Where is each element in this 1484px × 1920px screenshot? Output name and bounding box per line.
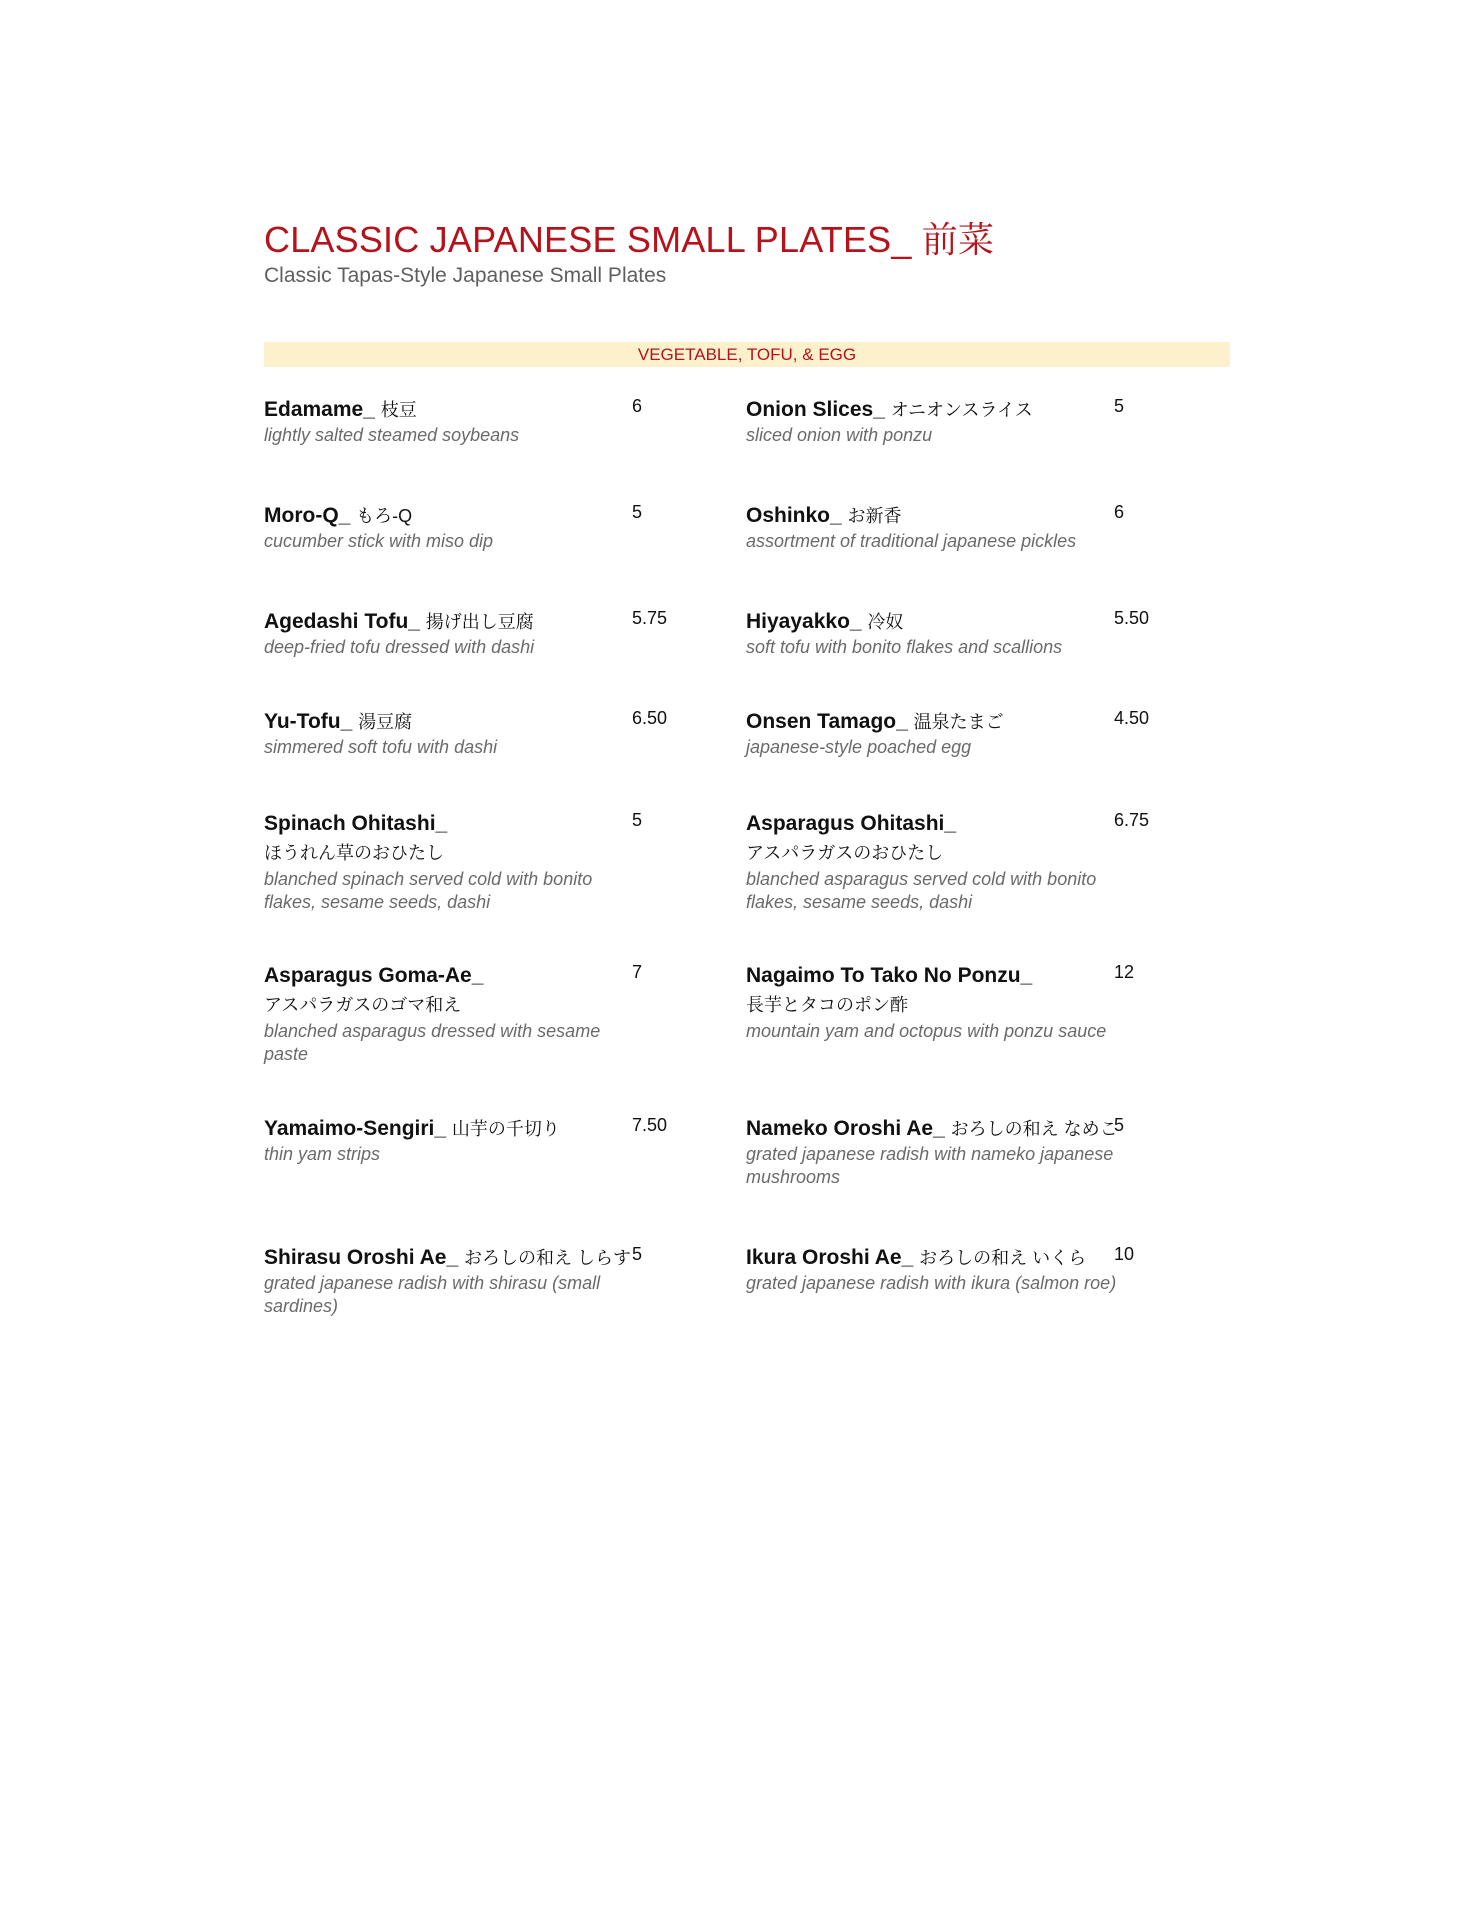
item-name: Oshinko_ お新香 (746, 504, 902, 527)
item-description: lightly salted steamed soybeans (264, 425, 520, 445)
item-description: sliced onion with ponzu (746, 425, 933, 445)
item-price: 5 (632, 1244, 643, 1264)
menu-item-nameko-oroshi-ae (746, 1115, 1212, 1189)
item-price: 6 (632, 396, 643, 416)
item-price: 5.50 (1114, 608, 1150, 628)
section-title: VEGETABLE, TOFU, & EGG (637, 345, 857, 364)
menu-item-asparagus-ohitashi (746, 810, 1212, 914)
menu-item-edamame (264, 396, 730, 447)
item-jp-name: 揚げ出し豆腐 (425, 612, 534, 632)
item-price: 6.75 (1114, 810, 1150, 830)
item-name: Hiyayakko_ 冷奴 (746, 610, 904, 633)
menu-item-asparagus-goma-ae (264, 962, 730, 1066)
item-name: Agedashi Tofu_ 揚げ出し豆腐 (264, 610, 534, 633)
item-jp-name: 山芋の千切り (451, 1119, 560, 1139)
item-price: 5 (1114, 396, 1125, 416)
item-price: 7 (632, 962, 643, 982)
menu-item-onsen-tamago (746, 708, 1212, 759)
menu-item-shirasu-oroshi-ae (264, 1244, 730, 1318)
item-price: 5.75 (632, 608, 668, 628)
item-description: simmered soft tofu with dashi (264, 737, 498, 757)
menu-item-nagaimo-to-tako (746, 962, 1212, 1043)
section-header (264, 342, 1230, 367)
item-price: 5 (632, 502, 643, 522)
item-jp-name: 湯豆腐 (358, 712, 413, 732)
item-description: mountain yam and octopus with ponzu sauce (746, 1021, 1107, 1041)
menu-item-spinach-ohitashi (264, 810, 730, 914)
item-description: blanched asparagus dressed with sesame paste (264, 1021, 601, 1064)
item-description: blanched spinach served cold with bonito flakes, sesame seeds, dashi (264, 869, 593, 912)
item-jp-name: 長芋とタコのポン酢 (746, 995, 908, 1015)
item-price: 5 (632, 810, 643, 830)
menu-item-moro-q (264, 502, 730, 553)
item-description: cucumber stick with miso dip (264, 531, 494, 551)
item-description: deep-fried tofu dressed with dashi (264, 637, 535, 657)
item-name: Asparagus Goma-Ae_ (264, 964, 484, 987)
item-jp-name: ほうれん草のおひたし (264, 843, 444, 863)
item-name: Spinach Ohitashi_ (264, 812, 448, 835)
menu-item-onion-slices (746, 396, 1212, 447)
item-price: 6.50 (632, 708, 668, 728)
item-price: 6 (1114, 502, 1125, 522)
item-price: 12 (1114, 962, 1135, 982)
item-description: soft tofu with bonito flakes and scallions (746, 637, 1063, 657)
menu-item-ikura-oroshi-ae (746, 1244, 1212, 1295)
item-description: blanched asparagus served cold with bonito flakes, sesame seeds, dashi (746, 869, 1097, 912)
item-jp-name: おろしの和え しらす (463, 1248, 631, 1268)
item-jp-name: おろしの和え なめこ (950, 1119, 1118, 1139)
item-jp-name: アスパラガスのゴマ和え (264, 995, 462, 1015)
item-jp-name: もろ-Q (356, 506, 413, 526)
item-description: japanese-style poached egg (746, 737, 972, 757)
item-name: Moro-Q_ もろ-Q (264, 504, 413, 527)
item-jp-name: おろしの和え いくら (919, 1248, 1087, 1268)
item-jp-name: 枝豆 (380, 400, 417, 420)
item-name: Yu-Tofu_ 湯豆腐 (264, 710, 413, 733)
item-name: Edamame_ 枝豆 (264, 398, 417, 421)
item-price: 7.50 (632, 1115, 668, 1135)
item-name: Asparagus Ohitashi_ (746, 812, 957, 835)
item-jp-name: 冷奴 (867, 612, 904, 632)
item-name: Onion Slices_ オニオンスライス (746, 398, 1033, 421)
item-description: thin yam strips (264, 1144, 381, 1164)
item-jp-name: オニオンスライス (890, 400, 1033, 420)
item-name: Onsen Tamago_ 温泉たまご (746, 710, 1004, 733)
menu-item-oshinko (746, 502, 1212, 553)
item-jp-name: アスパラガスのおひたし (746, 843, 944, 863)
item-description: grated japanese radish with shirasu (small sardines) (264, 1273, 601, 1316)
menu-item-hiyayakko (746, 608, 1212, 659)
item-price: 5 (1114, 1115, 1125, 1135)
menu-item-yamaimo-sengiri (264, 1115, 730, 1166)
menu-item-agedashi-tofu (264, 608, 730, 659)
item-name: Nagaimo To Tako No Ponzu_ (746, 964, 1033, 987)
item-jp-name: 温泉たまご (913, 712, 1004, 732)
item-description: grated japanese radish with nameko japanese mushrooms (746, 1144, 1114, 1187)
item-description: assortment of traditional japanese pickles (746, 531, 1077, 551)
item-jp-name: お新香 (847, 506, 902, 526)
item-name: Shirasu Oroshi Ae_ おろしの和え しらす (264, 1246, 631, 1269)
page-title: CLASSIC JAPANESE SMALL PLATES_ 前菜 (264, 219, 995, 260)
item-price: 4.50 (1114, 708, 1150, 728)
page-subtitle: Classic Tapas-Style Japanese Small Plates (264, 264, 667, 287)
menu-item-yu-tofu (264, 708, 730, 759)
item-price: 10 (1114, 1244, 1135, 1264)
item-name: Ikura Oroshi Ae_ おろしの和え いくら (746, 1246, 1087, 1269)
item-name: Nameko Oroshi Ae_ おろしの和え なめこ (746, 1117, 1118, 1140)
item-name: Yamaimo-Sengiri_ 山芋の千切り (264, 1117, 560, 1140)
item-description: grated japanese radish with ikura (salmon roe) (746, 1273, 1117, 1293)
